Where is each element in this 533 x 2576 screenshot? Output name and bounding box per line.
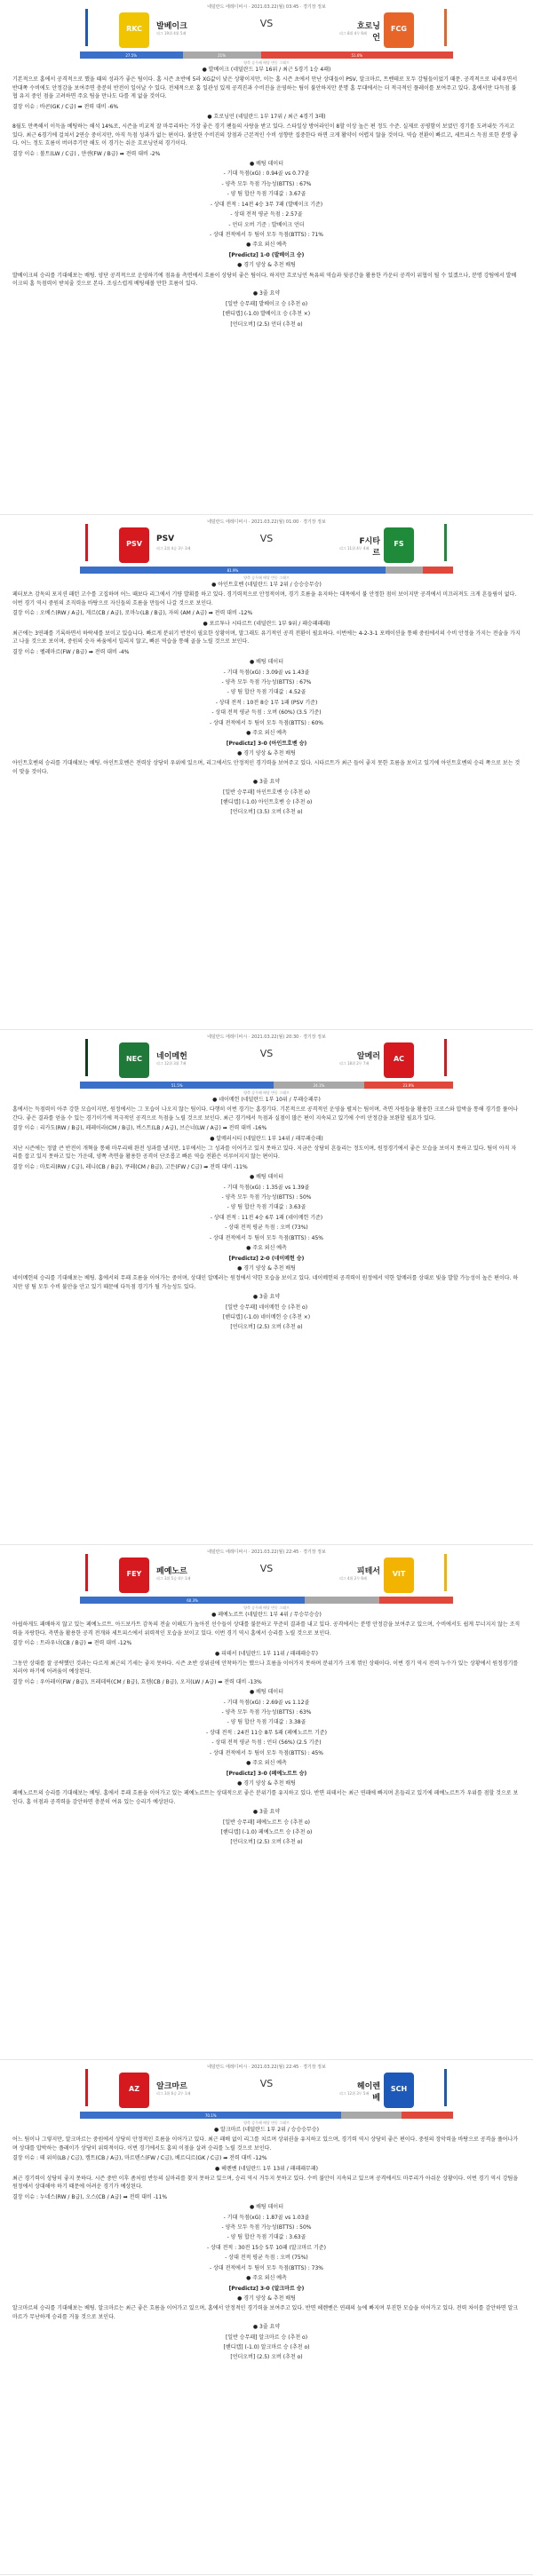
analysis-paragraph: ● 3줄 요약	[252, 1294, 281, 1301]
odds-caption: 양측 승무패 배당 변동 그래프	[243, 1090, 290, 1095]
odds-bar	[80, 52, 453, 59]
analysis-paragraph: 그동안 상대를 잘 공략했던 것과는 다르게 최근의 기세는 좋지 못하다. 시즌 초반 상위권에 안착하기는 했으나 흐름을 이어가지 못하며 분위기가 크게 꺾인 상태이다. 이번 경기 역시 전력 누수가 있는 상황에서 원정경기를 치러야 하기에 어려움이 예상된다.	[12, 1661, 519, 1676]
analysis-paragraph: [Predictz] 3-0 (페예노르트 승)	[226, 1770, 307, 1777]
away-team-name: 알메러	[356, 1052, 380, 1061]
odds-segment-away	[402, 2112, 453, 2119]
analysis-paragraph: 발베이크의 승리를 기대해보는 배팅. 양단 공격적으로 운영하기에 점유율 측면에서 흐름이 상당히 좋은 팀이다. 하지만 흐로닝언 특유의 역습과 뒷공간을 활용한 카운터 공격이 위협이 될 수 있겠으나, 분명 강팀에서 발베이크의 홈 득점력이 받쳐줄 것으로 본다. 조심스럽게 베팅해볼 만한 흐름이 있다.	[12, 272, 517, 287]
analysis-paragraph: ● 배팅 데이터	[249, 2204, 284, 2211]
analysis-paragraph: ● 네이메헌 (네덜란드 1부 10위 / 무패승패무)	[212, 1097, 321, 1103]
analysis-paragraph: - 양 팀 합산 득점 기대값 : 3.63골	[227, 1204, 306, 1211]
analysis-paragraph: ● 3줄 요약	[252, 1809, 281, 1816]
analysis-paragraph: [핸디캡] (-1.0) 네이메헌 승 (추천 ×)	[222, 1313, 311, 1320]
away-crest-icon: SCH	[384, 2073, 414, 2108]
analysis-paragraph: 기본적으로 홈에서 공격적으로 했을 때의 성과가 좋은 팀이다. 홈 시즌 초반에 5라 XG값이 낮은 상황이지만, 이는 홈 시즌 초에서 만난 상대들이 PSV, 알크마르, 트벤테로 모두 강팀들이었기 때문. 공격적으로 내세우면서 반대쪽 수비에도 안정감을 보여주면 충분히 반전이 일어날 수 있다. 전체적으로 홈 일관성 있게 공격진과 수비진을 운영하는 팀이 불안하지만 분명 홈 무대에서는 더 적극적인 플레이를 보여주고 있다. 홈에서만 다득점 불협 유지 중인 점을 고려하면 주요 팀을 만나도 다를 게 없을 것이다.	[12, 76, 518, 100]
odds-segment-home: 70.1%	[80, 2112, 341, 2119]
analysis-paragraph: - 양측 모두 득점 가능성(BTTS) : 67%	[221, 180, 312, 187]
analysis-paragraph: 결장 이슈 : 오베스(RW / A급), 게르(CB / A급), 로마누(LB / B급), 자의 (AM / A급) ➡ 전력 대비 -12%	[12, 610, 253, 617]
versus-label: VS	[259, 2078, 274, 2089]
analysis-paragraph: - 양측 모두 득점 가능성(BTTS) : 67%	[221, 679, 312, 686]
away-team-record: 리그 4위 2무 6패	[339, 1576, 367, 1581]
analysis-paragraph: - 상대 전적에서 두 팀이 모두 득점(BTTS) : 71%	[210, 231, 323, 238]
analysis-paragraph: ● 주요 외신 예측	[246, 1245, 287, 1252]
analysis-body	[0, 1607, 533, 1847]
match-header	[0, 2060, 533, 2125]
odds-segment-home: 60.3%	[80, 1597, 305, 1604]
away-crest-icon: AC	[384, 1042, 414, 1078]
analysis-paragraph: - 상대 전적에서 두 팀이 모두 득점(BTTS) : 45%	[210, 1749, 323, 1756]
analysis-paragraph: - 상대 전적 평균 득점 : 언더 (56%) (2.5 기준)	[211, 1740, 322, 1747]
odds-bar	[80, 1082, 453, 1089]
analysis-paragraph: - 기대 득점(xG) : 1.35골 vs 1.39골	[223, 1184, 310, 1191]
analysis-paragraph: ● 주요 외신 예측	[246, 730, 287, 737]
analysis-paragraph: - 기대 득점(xG) : 1.87골 vs 1.03골	[223, 2214, 310, 2221]
match-preview	[0, 515, 533, 1030]
analysis-paragraph: 최근에는 3연패를 기록하면서 하락세를 보이고 있습니다. 빠르게 분위기 반전이 필요한 상황이며, 말그래도 유기적인 공격 전환이 필요하다. 이번에는 4-2-3-1 포메이션을 통해 중원에서의 수비 안정을 가지는 전술을 가지고 나올 것으로 보이며, 중원의 숫자 싸움에서 밀리지 않고, 빠른 역습을 통해 골을 노릴 것으로 보인다.	[12, 630, 521, 646]
odds-caption: 양측 승무패 배당 변동 그래프	[243, 60, 290, 65]
away-team-record: 리그 11위 4무 4패	[339, 546, 370, 551]
analysis-paragraph: [핸디캡] (-1.0) 알크마르 승 (추천 o)	[223, 2343, 310, 2350]
analysis-paragraph: 결장 이슈 : 펠레마르(FW / B급) ➡ 전력 대비 -4%	[12, 648, 130, 655]
home-team-record: 리그 12위 3위 7패	[156, 1061, 187, 1066]
odds-bar	[80, 2112, 453, 2119]
analysis-paragraph: ● 배팅 데이터	[249, 161, 284, 168]
home-team-record: 리그 3위 6승 2무 1패	[156, 2091, 191, 2096]
away-crest-icon: VIT	[384, 1557, 414, 1593]
analysis-body	[0, 577, 533, 817]
odds-segment-draw	[386, 567, 423, 574]
odds-segment-home: 51.5%	[80, 1082, 274, 1089]
match-meta: 네덜란드 에레디비시 · 2021.03.22(월) 01:00 · 경기장 정보	[207, 519, 326, 525]
analysis-paragraph: - 양측 모두 득점 가능성(BTTS) : 50%	[221, 1194, 312, 1201]
away-crest-icon: FCG	[384, 12, 414, 48]
home-team-record: 리그 3위 5승 4무 1패	[156, 1576, 191, 1581]
analysis-paragraph: 결장 이슈 : 누네스(RW / B급), 오스(CB / A급) ➡ 전력 대비 -11%	[12, 2193, 168, 2200]
home-team-name: 페예노르	[156, 1567, 187, 1576]
odds-caption: 양측 승무패 배당 변동 그래프	[243, 2120, 290, 2125]
match-header	[0, 1545, 533, 1610]
analysis-paragraph: [Predictz] 3-0 (알크마르 승)	[228, 2285, 305, 2292]
odds-caption: 양측 승무패 배당 변동 그래프	[243, 575, 290, 580]
analysis-paragraph: - 상대 전적 : 30전 15승 5무 10패 (알크마르 기준)	[207, 2244, 326, 2251]
analysis-paragraph: ● 알메러시티 (네덜란드 1부 14위 / 패무패승패)	[210, 1135, 323, 1142]
away-crest-icon: FS	[384, 527, 414, 563]
analysis-paragraph: ● 경기 양상 & 추천 배팅	[237, 2295, 296, 2302]
analysis-paragraph: 결장 이슈 : 테 위히(LB / C급), 캠트(CB / A급), 마르텐스(FW / C급), 베르디르(GK / C급) ➡ 전력 대비 -12%	[12, 2155, 267, 2162]
analysis-paragraph: ● 배팅 데이터	[249, 1689, 284, 1696]
analysis-paragraph: - 상대 전적 평균 득점 : 2.57골	[230, 211, 303, 218]
analysis-paragraph: [핸디캡] (-1.0) 아인트호벤 승 (추천 o)	[220, 798, 313, 805]
odds-bar	[80, 567, 453, 574]
analysis-body	[0, 2122, 533, 2362]
match-meta: 네덜란드 에레디비시 · 2021.03.22(월) 22:45 · 경기장 정보	[207, 2065, 326, 2070]
analysis-body	[0, 1092, 533, 1332]
versus-label: VS	[259, 18, 274, 29]
analysis-paragraph: ● 3줄 요약	[252, 2324, 281, 2331]
analysis-paragraph: [일반 승무패] 알크마르 승 (추천 o)	[225, 2334, 308, 2341]
analysis-paragraph: [핸디캡] (-1.0) 페예노르트 승 (추천 o)	[220, 1828, 313, 1835]
analysis-paragraph: ● 흐로닝언 (네덜란드 1부 17위 / 최근 4경기 3패)	[207, 114, 326, 121]
analysis-paragraph: [언더오버] (2.5) 오버 (추천 o)	[230, 1324, 303, 1331]
away-team-name: F시타르	[359, 537, 380, 558]
home-crest-icon: NEC	[119, 1042, 149, 1078]
match-meta: 네덜란드 에레디비시 · 2021.03.22(월) 20:30 · 경기장 정보	[207, 1034, 326, 1040]
away-team-name: 헤이렌베	[356, 2082, 380, 2103]
analysis-paragraph: [언더오버] (2.5) 언더 (추천 o)	[230, 321, 303, 328]
match-header	[0, 0, 533, 65]
analysis-paragraph: 알크마르의 승리를 기대해보는 베팅. 알크마르는 최근 좋은 흐름을 이어가고 있으며, 홈에서 안정적인 경기력을 보여주고 있다. 반면 헤렌벤은 연패의 늪에 빠지며 부진한 모습을 이어가고 있다. 전력 차이를 감안하면 알크마르가 무난하게 승리를 거둘 것으로 보인다.	[12, 2305, 519, 2320]
analysis-paragraph: ● 경기 양상 & 추천 배팅	[237, 1779, 296, 1787]
home-team-record: 리그 2위 4승 3무 3패	[156, 546, 191, 551]
odds-segment-draw	[305, 1597, 379, 1604]
analysis-paragraph: ● 경기 양상 & 추천 배팅	[237, 262, 296, 269]
analysis-paragraph: [언더오버] (2.5) 오버 (추천 o)	[230, 2354, 303, 2361]
odds-bar	[80, 1597, 453, 1604]
analysis-paragraph: - 양측 모두 득점 가능성(BTTS) : 63%	[221, 1709, 312, 1716]
odds-segment-away	[423, 567, 453, 574]
analysis-paragraph: - 기대 득점(xG) : 2.69골 vs 1.12골	[223, 1699, 310, 1706]
analysis-paragraph: 어느 팀이나 그렇지만, 알크마르는 중원에서 상당히 안정적인 흐름을 이어가고 있다. 최근 패배 없이 리그를 치르며 상위권을 유지하고 있으며, 경기력 역시 상당히 좋은 편이다. 중원의 장악력을 바탕으로 공격을 풀어나가며 상대를 압박하는 플레이가 상당히 위력적이다. 이번 경기에서도 홈의 이점을 살려 승리를 노릴 것으로 보인다.	[12, 2136, 519, 2152]
odds-caption: 양측 승무패 배당 변동 그래프	[243, 1605, 290, 1610]
analysis-paragraph: - 상대 전적 평균 득점 : 오버 (60%) (3.5 기준)	[211, 709, 322, 717]
analysis-paragraph: 지난 시즌에는 정말 큰 반전이 개혁을 통해 마무리해 완전 성과를 냈지만, 1부에서는 그 성과를 이어가고 있지 못하고 있다. 지금은 상당히 흔들리는 정도이며, 원정경기에서 좋은 모습을 보이지 못하고 있다. 팀이 아직 자리를 잡고 있지 못하고 있는 가운데, 양쪽 측면을 활용한 공격이 단조롭고 빠른 역습 전환은 이루어지지 않는 편이다.	[12, 1145, 517, 1161]
analysis-paragraph: - 상대 전적 평균 득점 : 오버 (73%)	[225, 1225, 308, 1232]
analysis-paragraph: ● 주요 외신 예측	[246, 1760, 287, 1767]
analysis-paragraph: ● 포르투나 시타르트 (네덜란드 1부 9위 / 패승패패패)	[203, 620, 330, 627]
odds-segment-away	[379, 1597, 453, 1604]
analysis-paragraph: [일반 승무패] 아인트호벤 승 (추천 o)	[223, 789, 310, 796]
versus-label: VS	[259, 1048, 274, 1059]
analysis-paragraph: [Predictz] 3-0 (아인트호벤 승)	[226, 740, 307, 747]
odds-segment-draw: 24.1%	[274, 1082, 363, 1089]
analysis-paragraph: - 양 팀 합산 득점 기대값 : 3.38골	[227, 1719, 306, 1726]
away-team-record: 리그 12위 3무 5패	[339, 2091, 370, 2096]
analysis-paragraph: - 양 팀 합산 득점 기대값 : 3.67골	[227, 191, 306, 198]
analysis-paragraph: 8월도 만족해서 이득을 베팅하는 해석 14%로, 시즌을 비교적 잘 마무리하는 가장 좋은 경기 팬들의 사랑을 받고 있다. 스타일상 방어라인이 8할 이상 높은 편 정도 수준. 실제로 공평함이 보였던 경기를 도려내듯 가지고 있다. 최근 6경기에 걸쳐서 2연승 중이지만, 아직 득점 성과가 없는 편이다. 불안한 수비진의 장점과 근본적인 수비 성향만 집중한다 하면 크게 활약이 어렵지 않을 것이다. 역습 전환이 빠르고, 세트피스 득점 또한 분명 좋다. 어느 정도 흐름이 버텨주기만 해도 이 경기는 쉬운 흐로닝언의 경기이다.	[12, 123, 518, 147]
analysis-paragraph: ● 주요 외신 예측	[246, 242, 287, 249]
away-team-name: 피테서	[356, 1567, 380, 1576]
versus-label: VS	[259, 533, 274, 544]
match-meta: 네덜란드 에레디비시 · 2021.03.22(월) 03:45 · 경기장 정보	[207, 4, 326, 10]
home-team-name: 알크마르	[156, 2082, 187, 2091]
analysis-paragraph: 결장 이슈 : 바콘(GK / C급) ➡ 전력 대비 -6%	[12, 103, 119, 110]
home-crest-icon: AZ	[119, 2073, 149, 2108]
match-preview	[0, 1030, 533, 1545]
match-header	[0, 515, 533, 580]
analysis-paragraph: ● 아인트호벤 (네덜란드 1부 2위 / 승승승무승)	[211, 582, 322, 588]
analysis-paragraph: 최근 경기력이 상당히 좋지 못하다. 시즌 중반 이후 좀처럼 반등의 실마리를 찾지 못하고 있으며, 승리 역시 거두지 못하고 있다. 수비 불안이 지속되고 있으며 공격에서도 마무리가 아쉬운 상황이다. 이번 경기 역시 강팀을 원정에서 상대해야 하기 때문에 어려운 경기가 예상된다.	[12, 2176, 519, 2191]
analysis-paragraph: ● 알크마르 (네덜란드 1부 2위 / 승승승무승)	[214, 2127, 319, 2133]
analysis-paragraph: - 상대 전적 평균 득점 : 오버 (75%)	[225, 2255, 308, 2262]
home-team-name: 발베이크	[156, 22, 187, 31]
analysis-paragraph: - 상대 전적 : 14전 4승 3무 7패 (발베이크 기준)	[210, 201, 323, 208]
analysis-paragraph: ● 페예노르트 (네덜란드 1부 4위 / 무승무승승)	[211, 1612, 322, 1618]
analysis-paragraph: ● 피테서 (네덜란드 1부 11위 / 패패패승무)	[215, 1650, 318, 1657]
analysis-paragraph: [Predictz] 1-0 (발베이크 승)	[228, 251, 305, 258]
away-team-record: 리그 18위 2무 7패	[339, 1061, 370, 1066]
match-meta: 네덜란드 에레디비시 · 2021.03.22(월) 22:45 · 경기장 정보	[207, 1550, 326, 1555]
analysis-paragraph: 결장 이슈 : 리카도(RW / B급), 페레이라(CM / B급), 버스트(LB / A급), 브슨너(LW / A급) ➡ 전력 대비 -16%	[12, 1125, 267, 1132]
home-team-record: 리그 19위 4위 5패	[156, 31, 187, 36]
odds-segment-draw: 21%	[183, 52, 261, 59]
analysis-paragraph: 네이메헌의 승리를 기대해보는 베팅. 홈에서의 무패 흐름을 이어가는 중이며, 상대인 알메러는 원정에서 약한 모습을 보이고 있다. 네이메헌의 공격력이 원정에서 약한 알메러를 상대로 빛을 발할 가능성이 높은 편이다. 하지만 양 팀 모두 수비 불안을 안고 있기 때문에 다득점 경기가 될 가능성도 있다.	[12, 1275, 519, 1290]
analysis-paragraph: [언더오버] (3.5) 오버 (추천 o)	[230, 809, 303, 816]
analysis-paragraph: [일반 승무패] 페예노르트 승 (추천 o)	[223, 1819, 310, 1826]
analysis-paragraph: - 상대 전적 : 24전 11승 8무 5패 (페예노르트 기준)	[206, 1729, 327, 1736]
analysis-paragraph: [Predictz] 2-0 (네이메헌 승)	[228, 1255, 305, 1262]
analysis-paragraph: - 언더 오버 기준 : 발베이크 언더	[228, 221, 305, 228]
home-crest-icon: PSV	[119, 527, 149, 563]
analysis-paragraph: ● 경기 양상 & 추천 배팅	[237, 749, 296, 757]
analysis-paragraph: - 기대 득점(xG) : 3.09골 vs 1.43골	[223, 669, 310, 676]
match-header	[0, 1030, 533, 1095]
analysis-paragraph: 페터보츠 감독의 포지션 패턴 고수를 고집하며 어느 때보다 리그에서 기량 발휘를 하고 있다. 경기력적으로 안정적이며, 경기 흐름을 유지하는 대목에서 불 안정한 점이 보이지만 공격에서 미끄러져도 크게 흔들림이 없다. 이번 경기 역시 중원의 조직력을 바탕으로 자신들의 흐름을 만들어 나갈 것으로 보인다.	[12, 591, 517, 606]
analysis-paragraph: - 상대 전적에서 두 팀이 모두 득점(BTTS) : 60%	[210, 719, 323, 726]
analysis-paragraph: - 상대 전적에서 두 팀이 모두 득점(BTTS) : 73%	[210, 2264, 323, 2271]
analysis-paragraph: 결장 이슈 : 우아레이(FW / B급), 프레데릭(CM / B급), 흐렘(CB / B급), 오지(LW / A급) ➡ 전력 대비 -13%	[12, 1678, 262, 1685]
analysis-paragraph: - 양 팀 합산 득점 기대값 : 4.52골	[227, 689, 306, 696]
analysis-paragraph: ● 헤렌벤 (네덜란드 1부 13위 / 패패패무패)	[215, 2165, 318, 2172]
match-preview	[0, 1545, 533, 2060]
analysis-paragraph: 결장 이슈 : 마토리(RW / C급), 레니(CB / B급), 쿠레(CM / B급), 고든(FW / C급) ➡ 전력 대비 -11%	[12, 1163, 248, 1170]
analysis-paragraph: ● 3줄 요약	[252, 779, 281, 786]
analysis-paragraph: ● 발베이크 (네덜란드 1부 16위 / 최근 5경기 1승 4패)	[202, 67, 331, 73]
away-team-name: 흐로닝언	[356, 22, 380, 43]
analysis-paragraph: - 상대 전적에서 두 팀이 모두 득점(BTTS) : 45%	[210, 1234, 323, 1241]
match-preview	[0, 2060, 533, 2575]
analysis-paragraph: 페예노르트의 승리를 기대해보는 베팅. 홈에서 무패 흐름을 이어가고 있는 페예노르트는 상대적으로 좋은 분위기를 유지하고 있다. 반면 피테서는 최근 연패에 빠지며 흔들리고 있기에 페예노르트가 우위를 점할 것으로 보인다. 홈 이점과 공격력을 감안하면 충분히 여유 있는 승리가 예상된다.	[12, 1790, 519, 1805]
analysis-paragraph: - 양측 모두 득점 가능성(BTTS) : 50%	[221, 2224, 312, 2231]
analysis-paragraph: 아쉽하게도 패배하지 않고 있는 페예노르트. 아드보카트 감독의 전술 이해도가 높아진 선수들이 상대를 불문하고 꾸준히 결과를 내고 있다. 공격에서는 분명 안정감을 보여주고 있으며, 수비에서도 쉽게 무너지지 않는 조직력을 자랑한다. 측면을 활용한 공격 전개와 세트피스에서 위력적인 모습을 보이고 있다. 이번 경기 역시 홈에서 승리를 노릴 것으로 보인다.	[12, 1621, 521, 1637]
analysis-paragraph: - 상대 전적 : 11전 4승 6무 1패 (네이메헌 기준)	[210, 1214, 323, 1221]
versus-label: VS	[259, 1563, 274, 1574]
analysis-paragraph: 홈에서는 득점력이 아주 강한 모습이지만, 원정에서는 그 모습이 나오지 않는 팀이다. 다행히 이번 경기는 홈경기다. 기본적으로 공격적인 운영을 펼치는 팀이며, 측면 자원들을 활용한 크로스와 압박을 통해 경기를 풀어나간다. 좋은 결과를 얻을 수 있는 경기이기에 적극적인 공격으로 득점을 노릴 것으로 보인다. 최근 경기에서 득점과 실점이 많은 편이 지속되고 있기에 수비 안정감을 보완할 필요가 있다.	[12, 1106, 519, 1122]
analysis-paragraph: ● 경기 양상 & 추천 배팅	[237, 1264, 296, 1272]
analysis-paragraph: 결장 이슈 : 볼트(LW / C급) , 얀센(FW / B급) ➡ 전력 대비 -2%	[12, 150, 161, 157]
analysis-paragraph: ● 주요 외신 예측	[246, 2275, 287, 2282]
analysis-body	[0, 62, 533, 329]
away-team-record: 리그 8위 4무 6패	[339, 31, 367, 36]
match-preview	[0, 0, 533, 515]
odds-segment-away: 23.9%	[364, 1082, 453, 1089]
analysis-paragraph: [언더오버] (2.5) 오버 (추천 o)	[230, 1839, 303, 1846]
analysis-paragraph: - 양 팀 합산 득점 기대값 : 3.63골	[227, 2234, 306, 2241]
odds-segment-home: 81.9%	[80, 567, 386, 574]
odds-segment-home: 27.5%	[80, 52, 183, 59]
analysis-paragraph: 결장 이슈 : 트라우너(CB / B급) ➡ 전력 대비 -12%	[12, 1640, 132, 1647]
analysis-paragraph: - 기대 득점(xG) : 0.94골 vs 0.77골	[223, 170, 310, 178]
home-team-name: 네이메헌	[156, 1052, 187, 1061]
home-crest-icon: FEY	[119, 1557, 149, 1593]
analysis-paragraph: 아인트호벤의 승리를 기대해보는 베팅. 아인트호벤은 전력상 상당히 우위에 있으며, 리그에서도 안정적인 경기력을 보여주고 있다. 시타르트가 최근 들어 좋지 못한 흐름을 보이고 있기에 아인트호벤의 승리 쪽으로 보는 것이 맞을 것이다.	[12, 760, 521, 775]
home-crest-icon: RKC	[119, 12, 149, 48]
analysis-paragraph: [핸디캡] (-1.0) 발베이크 승 (추천 ×)	[222, 311, 311, 318]
analysis-paragraph: ● 3줄 요약	[252, 290, 281, 297]
odds-segment-away: 51.6%	[261, 52, 453, 59]
analysis-paragraph: ● 배팅 데이터	[249, 659, 284, 666]
analysis-paragraph: - 상대 전적 : 10전 8승 1무 1패 (PSV 기준)	[215, 699, 318, 706]
home-team-name: PSV	[156, 535, 175, 543]
analysis-paragraph: ● 배팅 데이터	[249, 1174, 284, 1181]
analysis-paragraph: [일반 승무패] 네이메헌 승 (추천 o)	[225, 1304, 308, 1311]
analysis-paragraph: [일반 승무패] 발베이크 승 (추천 o)	[225, 300, 308, 307]
odds-segment-draw	[341, 2112, 401, 2119]
